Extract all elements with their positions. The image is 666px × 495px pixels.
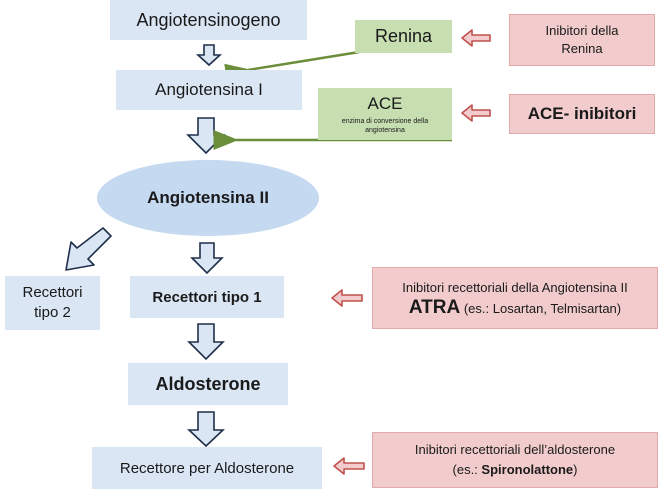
atra-examples: (es.: Losartan, Telmisartan)	[463, 300, 622, 316]
recettori-tipo1-box	[130, 276, 284, 318]
atra-bold: ATRA	[408, 296, 461, 318]
diagonal-arrow-icon	[66, 228, 111, 270]
inibitori-aldo-suffix: )	[573, 462, 578, 477]
down-arrow-icon	[192, 243, 222, 273]
angiotensina-i-label: Angiotensina I	[155, 80, 263, 99]
renina-box	[355, 20, 452, 53]
angiotensina-i-box	[116, 70, 302, 110]
inibitori-aldo-line1: Inibitori recettoriali dell’aldosterone	[414, 442, 616, 457]
inibitori-aldo-prefix: (es.:	[452, 462, 482, 477]
atra-line1: Inibitori recettoriali della Angiotensina II	[402, 279, 628, 295]
inibitori-aldo-line2	[453, 460, 578, 480]
ace-inibitori-box	[509, 94, 655, 134]
renina-label: Renina	[374, 26, 433, 46]
down-arrow-icon	[198, 45, 220, 65]
aldosterone-box	[128, 363, 288, 405]
left-arrow-icon	[462, 30, 490, 46]
inibitori-renina-box	[509, 14, 655, 66]
angiotensina-ii-ellipse	[97, 160, 319, 236]
recettori-tipo2-box	[5, 276, 100, 330]
left-arrow-icon	[332, 290, 362, 306]
ace-inibitori-label: ACE- inibitori	[527, 104, 637, 123]
inibitori-renina-line1: Inibitori della	[545, 23, 619, 38]
atra-box	[372, 267, 658, 329]
down-arrow-icon	[189, 412, 223, 446]
atra-line2	[409, 298, 621, 319]
ace-box	[318, 88, 452, 140]
recettore-aldosterone-label: Recettore per Aldosterone	[119, 459, 295, 477]
angiotensina-ii-label: Angiotensina II	[147, 188, 269, 207]
left-arrow-icon	[462, 105, 490, 121]
ace-label: ACE	[367, 93, 403, 113]
down-arrow-icon	[189, 324, 223, 359]
down-arrow-icon	[188, 118, 224, 153]
ace-description-line2: angiotensina	[365, 126, 405, 134]
angiotensinogeno-box	[110, 0, 307, 40]
inibitori-renina-line2: Renina	[561, 41, 603, 56]
ace-description	[342, 117, 428, 135]
left-arrow-icon	[334, 458, 364, 474]
inibitori-aldo-bold: Spironolattone	[481, 462, 574, 477]
recettori-tipo1-label: Recettori tipo 1	[152, 288, 262, 306]
inibitori-aldosterone-box	[372, 432, 658, 488]
angiotensinogeno-label: Angiotensinogeno	[136, 9, 281, 30]
recettori-tipo2-line2: tipo 2	[34, 304, 71, 321]
recettore-aldosterone-box	[92, 447, 322, 489]
recettori-tipo2-line1: Recettori	[22, 284, 83, 301]
ace-description-line1: enzima di conversione della	[341, 117, 429, 125]
aldosterone-label: Aldosterone	[155, 373, 261, 394]
